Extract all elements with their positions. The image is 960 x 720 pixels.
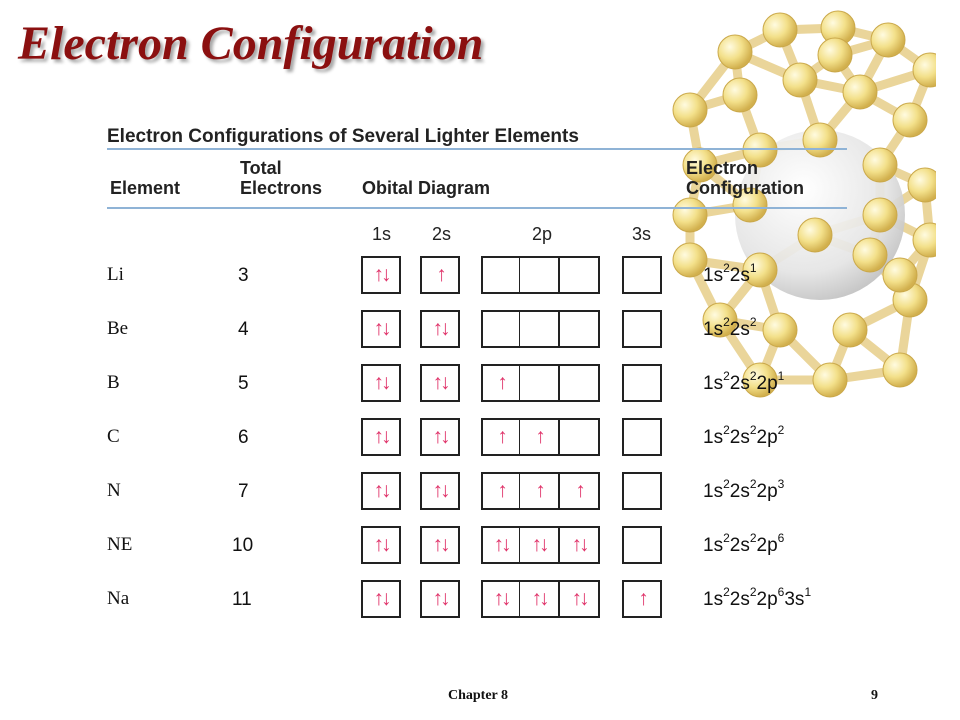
config-subshell: 2p: [756, 481, 778, 502]
electron-configuration: [703, 423, 785, 449]
config-exponent: 2: [777, 423, 785, 437]
total-electrons: 11: [232, 589, 252, 610]
config-exponent: 2: [749, 477, 757, 491]
orbital-box: [622, 526, 662, 564]
orbital-box: ↑↓: [560, 526, 600, 564]
header-total-line2: Electrons: [240, 178, 323, 198]
orbital-box: ↑↓: [361, 310, 401, 348]
config-exponent: 2: [723, 369, 730, 383]
orbital-box: [560, 418, 600, 456]
config-exponent: 2: [723, 477, 730, 491]
total-electrons: 4: [238, 319, 249, 340]
config-subshell: 1s: [703, 589, 724, 610]
config-exponent: 2: [723, 585, 730, 599]
config-exponent: 1: [777, 369, 785, 383]
config-exponent: 1: [804, 585, 812, 599]
footer-page-number: 9: [871, 688, 878, 703]
orbital-box: [520, 364, 560, 402]
orbital-box: ↑: [520, 472, 560, 510]
header-element: Element: [110, 178, 181, 198]
footer-chapter: Chapter 8: [448, 688, 509, 703]
config-subshell: 2p: [756, 427, 778, 448]
electron-configuration: [703, 315, 757, 341]
orbital-box: ↑: [420, 256, 460, 294]
config-subshell: 1s: [703, 427, 724, 448]
electron-configuration: [703, 369, 785, 395]
total-electrons: 6: [238, 427, 249, 448]
orbital-box: [560, 310, 600, 348]
header-config-line1: Electron: [686, 158, 759, 178]
orbital-box: [622, 364, 662, 402]
orbital-box: ↑↓: [481, 526, 521, 564]
total-electrons: 3: [238, 265, 249, 286]
config-subshell: 2s: [729, 427, 750, 448]
electron-configuration: [703, 585, 812, 611]
orbital-box: ↑↓: [520, 580, 560, 618]
orbital-box: ↑↓: [361, 580, 401, 618]
config-exponent: 2: [723, 261, 730, 275]
config-subshell: 3s: [784, 589, 805, 610]
orbital-box: [622, 310, 662, 348]
orbital-box: ↑↓: [420, 526, 460, 564]
orbital-box: [520, 310, 560, 348]
orbital-box: [481, 256, 521, 294]
config-exponent: 2: [749, 369, 757, 383]
orbital-box: [560, 364, 600, 402]
config-subshell: 2p: [756, 535, 778, 556]
orbital-box: ↑↓: [420, 418, 460, 456]
config-subshell: 2s: [729, 373, 750, 394]
total-electrons: 5: [238, 373, 249, 394]
orbital-box: [481, 310, 521, 348]
subshell-label-2p: 2p: [532, 224, 553, 244]
subshell-label-2s: 2s: [432, 224, 452, 244]
config-exponent: 3: [777, 477, 785, 491]
element-symbol: B: [107, 372, 120, 393]
orbital-box: ↑: [481, 418, 521, 456]
header-config-line2: Configuration: [686, 178, 804, 198]
config-subshell: 2s: [729, 481, 750, 502]
orbital-box: ↑↓: [420, 472, 460, 510]
orbital-box: ↑↓: [420, 364, 460, 402]
orbital-box: [622, 472, 662, 510]
config-exponent: 2: [749, 585, 757, 599]
orbital-box: ↑: [520, 418, 560, 456]
electron-configuration: [703, 531, 785, 557]
config-exponent: 2: [723, 531, 730, 545]
total-electrons: 10: [232, 535, 254, 556]
config-exponent: 2: [723, 315, 730, 329]
config-exponent: 1: [749, 261, 757, 275]
header-total-line1: Total: [240, 158, 282, 178]
orbital-box: [622, 256, 662, 294]
config-exponent: 2: [749, 531, 757, 545]
config-subshell: 2p: [756, 589, 778, 610]
electron-configuration: [703, 261, 757, 287]
element-symbol: Be: [107, 318, 129, 339]
orbital-box: [520, 256, 560, 294]
orbital-box: ↑↓: [481, 580, 521, 618]
config-exponent: 2: [749, 423, 757, 437]
config-exponent: 2: [723, 423, 730, 437]
config-subshell: 1s: [703, 481, 724, 502]
table-top-rule: [107, 148, 847, 150]
orbital-box: ↑↓: [361, 526, 401, 564]
config-subshell: 2s: [729, 535, 750, 556]
orbital-box: ↑: [481, 364, 521, 402]
orbital-box: ↑↓: [361, 472, 401, 510]
config-exponent: 6: [777, 585, 785, 599]
subshell-label-3s: 3s: [632, 224, 652, 244]
orbital-box: ↑↓: [361, 418, 401, 456]
subshell-label-1s: 1s: [372, 224, 392, 244]
orbital-box: ↑↓: [361, 364, 401, 402]
config-subshell: 1s: [703, 373, 724, 394]
config-subshell: 2p: [756, 373, 778, 394]
config-subshell: 1s: [703, 265, 724, 286]
total-electrons: 7: [238, 481, 249, 502]
slide-title: Electron Configuration: [18, 17, 484, 70]
orbital-box: ↑: [622, 580, 662, 618]
element-symbol: N: [107, 480, 121, 501]
orbital-box: ↑: [481, 472, 521, 510]
electron-configuration: [703, 477, 785, 503]
element-symbol: NE: [107, 534, 133, 555]
config-subshell: 2s: [729, 319, 750, 340]
orbital-box: [622, 418, 662, 456]
config-subshell: 1s: [703, 319, 724, 340]
orbital-box: ↑↓: [361, 256, 401, 294]
config-exponent: 6: [777, 531, 785, 545]
orbital-box: [560, 256, 600, 294]
orbital-box: ↑: [560, 472, 600, 510]
element-symbol: C: [107, 426, 120, 447]
orbital-box: ↑↓: [420, 310, 460, 348]
config-subshell: 2s: [729, 265, 750, 286]
element-symbol: Li: [107, 264, 124, 285]
header-orbital-diagram: Obital Diagram: [362, 178, 491, 198]
table-caption: Electron Configurations of Several Lighter Elements: [107, 126, 579, 147]
orbital-box: ↑↓: [420, 580, 460, 618]
table-header-rule: [107, 207, 847, 209]
element-symbol: Na: [107, 588, 130, 609]
config-subshell: 1s: [703, 535, 724, 556]
orbital-box: ↑↓: [520, 526, 560, 564]
config-subshell: 2s: [729, 589, 750, 610]
config-exponent: 2: [749, 315, 757, 329]
orbital-box: ↑↓: [560, 580, 600, 618]
